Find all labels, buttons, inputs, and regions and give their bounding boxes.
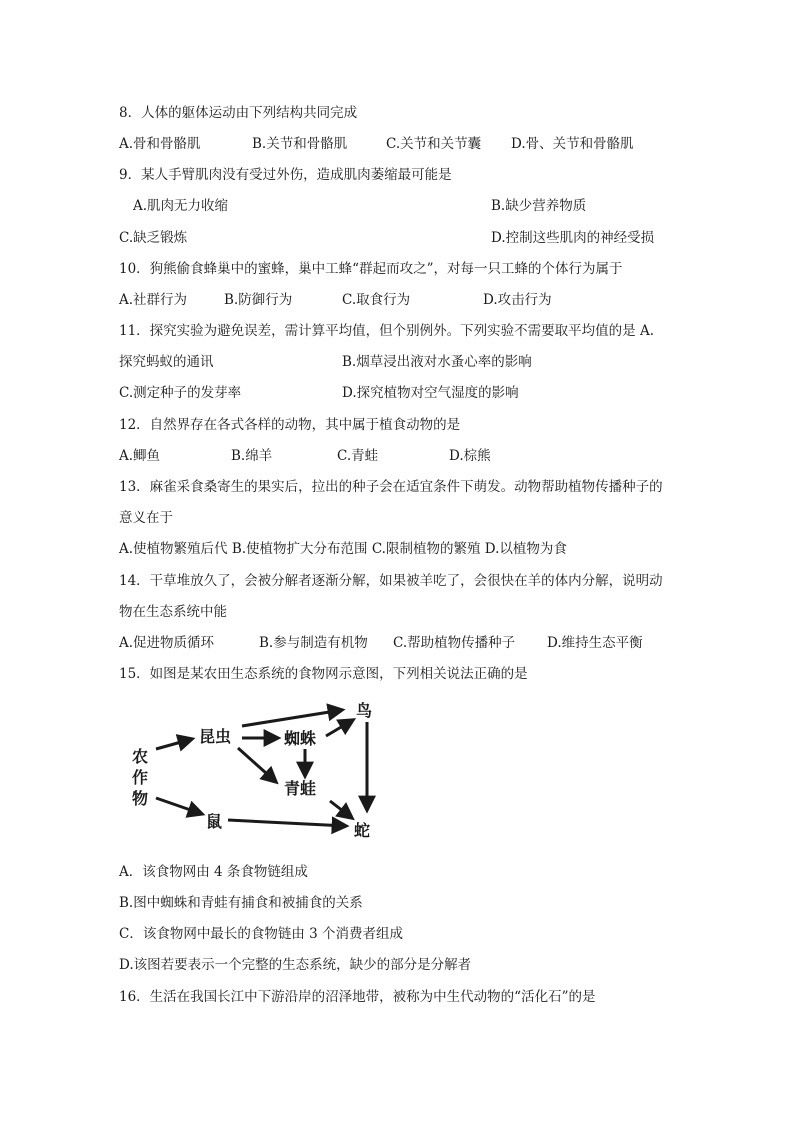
question-14-option-a: A.促进物质循环 bbox=[119, 635, 215, 651]
node-bird: 鸟 bbox=[356, 701, 373, 720]
question-8-option-d: D.骨、关节和骨骼肌 bbox=[511, 136, 634, 152]
arrow-mouse-to-snake bbox=[228, 820, 346, 826]
question-8-option-b: B.关节和骨骼肌 bbox=[252, 136, 348, 152]
question-9-option-c: C.缺乏锻炼 bbox=[119, 230, 188, 246]
question-14-option-b: B.参与制造有机物 bbox=[259, 635, 368, 651]
question-9-option-b: B.缺少营养物质 bbox=[491, 198, 587, 214]
arrow-spider-to-bird bbox=[326, 720, 353, 736]
node-crop-char-3: 物 bbox=[132, 789, 149, 808]
question-15-option-c: C．该食物网中最长的食物链由 3 个消费者组成 bbox=[119, 926, 404, 942]
node-crop-char-1: 农 bbox=[132, 747, 149, 766]
question-16-stem: 16．生活在我国长江中下游沿岸的沼泽地带，被称为中生代动物的“活化石”的是 bbox=[119, 989, 596, 1005]
node-frog: 青蛙 bbox=[284, 779, 317, 798]
node-mouse: 鼠 bbox=[206, 812, 223, 831]
question-8-stem: 8．人体的躯体运动由下列结构共同完成 bbox=[119, 105, 358, 121]
arrow-insect-to-bird bbox=[242, 710, 342, 726]
food-web-diagram bbox=[120, 696, 400, 846]
question-10-option-b: B.防御行为 bbox=[224, 292, 293, 308]
node-spider: 蜘蛛 bbox=[284, 729, 317, 748]
question-10-option-a: A.社群行为 bbox=[119, 292, 188, 308]
question-15-option-a: A．该食物网由 4 条食物链组成 bbox=[119, 864, 308, 880]
question-15-option-d: D.该图若要表示一个完整的生态系统，缺少的部分是分解者 bbox=[119, 957, 472, 973]
question-10-stem: 10．狗熊偷食蜂巢中的蜜蜂，巢中工蜂“群起而攻之”，对每一只工蜂的个体行为属于 bbox=[119, 261, 623, 277]
question-9-option-a: A.肌肉无力收缩 bbox=[133, 198, 229, 214]
question-12-option-d: D.棕熊 bbox=[449, 448, 491, 464]
question-13-options: A.使植物繁殖后代 B.使植物扩大分布范围 C.限制植物的繁殖 D.以植物为食 bbox=[119, 541, 567, 557]
arrow-insect-to-frog bbox=[238, 748, 276, 782]
question-12-option-a: A.鲫鱼 bbox=[119, 448, 161, 464]
question-11-stem-line1: 11．探究实验为避免误差，需计算平均值，但个别例外。下列实验不需要取平均值的是 A. bbox=[119, 323, 655, 339]
question-9-stem: 9．某人手臂肌肉没有受过外伤，造成肌肉萎缩最可能是 bbox=[119, 167, 452, 183]
question-15-option-b: B.图中蜘蛛和青蛙有捕食和被捕食的关系 bbox=[119, 895, 363, 911]
question-13-stem-line1: 13．麻雀采食桑寄生的果实后，拉出的种子会在适宜条件下萌发。动物帮助植物传播种子的 bbox=[119, 479, 663, 495]
question-13-stem-line2: 意义在于 bbox=[119, 510, 173, 526]
question-15-stem: 15．如图是某农田生态系统的食物网示意图，下列相关说法正确的是 bbox=[119, 666, 528, 682]
question-11-option-b: B.烟草浸出液对水蚤心率的影响 bbox=[342, 354, 532, 370]
question-12-option-c: C.青蛙 bbox=[337, 448, 379, 464]
arrow-frog-to-snake bbox=[330, 801, 352, 818]
question-12-option-b: B.绵羊 bbox=[231, 448, 273, 464]
question-8-option-c: C.关节和关节囊 bbox=[386, 136, 482, 152]
question-12-stem: 12．自然界存在各式各样的动物，其中属于植食动物的是 bbox=[119, 417, 461, 433]
question-14-option-c: C.帮助植物传播种子 bbox=[393, 635, 516, 651]
question-8-option-a: A.骨和骨骼肌 bbox=[119, 136, 201, 152]
question-14-stem-line1: 14．干草堆放久了，会被分解者逐渐分解，如果被羊吃了，会很快在羊的体内分解，说明动 bbox=[119, 573, 663, 589]
arrow-crop-to-mouse bbox=[156, 798, 202, 814]
question-10-option-d: D.攻击行为 bbox=[483, 292, 552, 308]
question-9-option-d: D.控制这些肌肉的神经受损 bbox=[491, 230, 655, 246]
node-crop-char-2: 作 bbox=[132, 768, 149, 787]
arrow-crop-to-insect bbox=[156, 739, 192, 749]
question-14-stem-line2: 物在生态系统中能 bbox=[119, 604, 227, 620]
question-10-option-c: C.取食行为 bbox=[342, 292, 411, 308]
question-11-option-d: D.探究植物对空气湿度的影响 bbox=[342, 385, 519, 401]
question-11-option-c: C.测定种子的发芽率 bbox=[119, 385, 242, 401]
question-14-option-d: D.维持生态平衡 bbox=[547, 635, 643, 651]
node-insect: 昆虫 bbox=[199, 727, 232, 746]
question-11-option-a: 探究蚂蚁的通讯 bbox=[119, 354, 214, 370]
node-snake: 蛇 bbox=[354, 821, 371, 840]
